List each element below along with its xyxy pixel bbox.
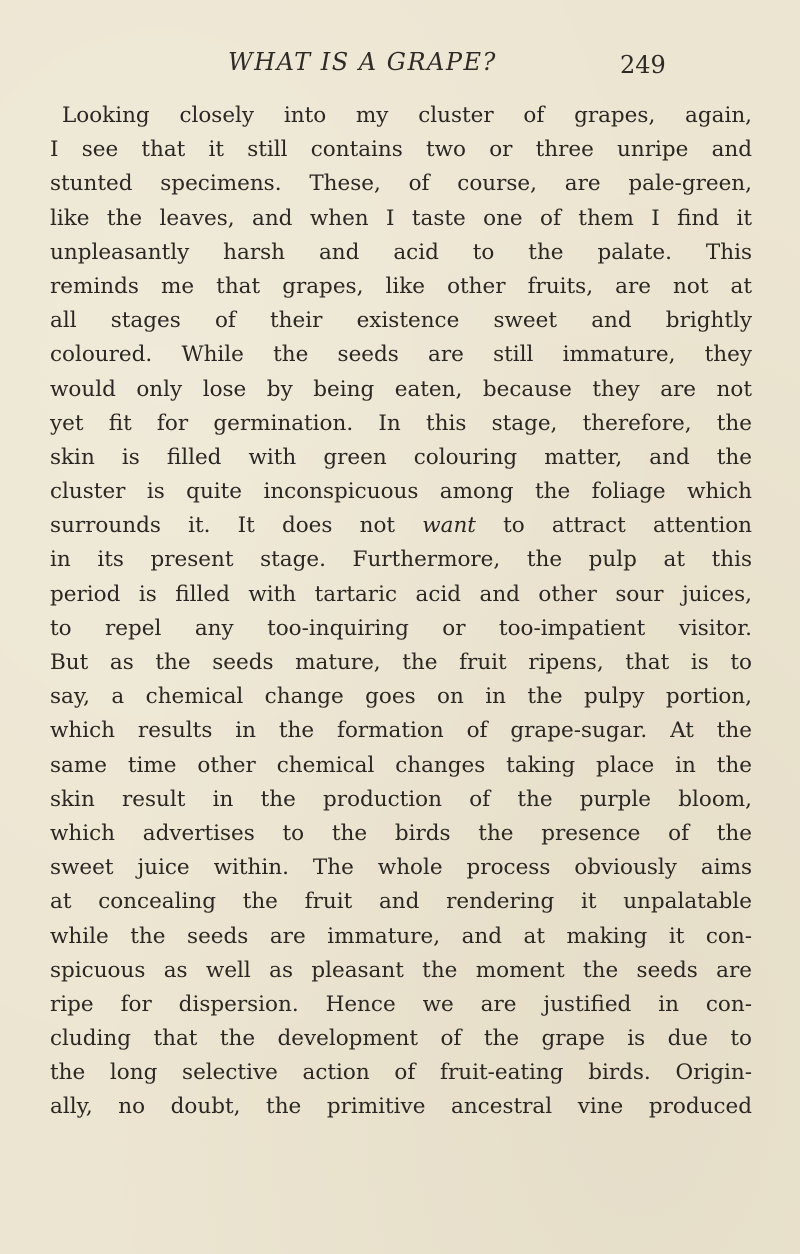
text-line: unpleasantly harsh and acid to the palate. This bbox=[50, 239, 752, 265]
text-line: which results in the formation of grape-sugar. At the bbox=[50, 718, 752, 744]
text-line: stunted specimens. These, of course, are pale-green, bbox=[50, 171, 752, 197]
text-line: all stages of their existence sweet and brightly bbox=[50, 308, 752, 334]
text-line: coloured. While the seeds are still immature, they bbox=[50, 342, 752, 368]
text-line: skin is filled with green colouring matter, and the bbox=[50, 444, 752, 470]
text-line: in its present stage. Furthermore, the pulp at this bbox=[50, 547, 752, 573]
text-line: Looking closely into my cluster of grapes, again, bbox=[62, 103, 752, 128]
text-line: ripe for dispersion. Hence we are justified in con- bbox=[50, 991, 752, 1017]
text-line: to repel any too-inquiring or too-impatient visitor. bbox=[50, 615, 752, 641]
text-line: same time other chemical changes taking place in the bbox=[50, 752, 752, 778]
text-line: sweet juice within. The whole process obviously aims bbox=[50, 855, 752, 881]
text-line: reminds me that grapes, like other fruits, are not at bbox=[50, 273, 752, 299]
text-line: I see that it still contains two or three unripe and bbox=[50, 137, 752, 163]
text-segment: to attract attention bbox=[503, 513, 752, 539]
text-line: while the seeds are immature, and at making it con- bbox=[50, 923, 752, 949]
page-number: 249 bbox=[620, 51, 666, 79]
text-line: period is filled with tartaric acid and other sour juices, bbox=[50, 581, 752, 607]
text-line: But as the seeds mature, the fruit ripens, that is to bbox=[50, 650, 752, 675]
text-line: yet fit for germination. In this stage, therefore, the bbox=[50, 410, 752, 436]
text-line: like the leaves, and when I taste one of them I find it bbox=[50, 205, 752, 231]
running-title: WHAT IS A GRAPE? bbox=[228, 48, 497, 76]
text-line: which advertises to the birds the presence of the bbox=[50, 820, 752, 846]
text-line-with-emphasis bbox=[50, 509, 752, 543]
text-line: the long selective action of fruit-eating birds. Origin- bbox=[50, 1060, 752, 1086]
emphasized-word: want bbox=[422, 513, 476, 539]
text-segment: surrounds it. It does not bbox=[50, 513, 396, 539]
text-line: say, a chemical change goes on in the pulpy portion, bbox=[50, 684, 752, 710]
text-line: cluster is quite inconspicuous among the foliage which bbox=[50, 479, 752, 505]
text-line: ally, no doubt, the primitive ancestral vine produced bbox=[50, 1094, 752, 1120]
text-line: spicuous as well as pleasant the moment the seeds are bbox=[50, 957, 752, 983]
text-line: cluding that the development of the grape is due to bbox=[50, 1026, 752, 1052]
text-line: skin result in the production of the purple bloom, bbox=[50, 786, 752, 812]
body-paragraph bbox=[50, 99, 752, 1125]
running-head bbox=[0, 48, 800, 88]
text-line: would only lose by being eaten, because they are not bbox=[50, 376, 752, 402]
text-line: at concealing the fruit and rendering it unpalatable bbox=[50, 889, 752, 915]
